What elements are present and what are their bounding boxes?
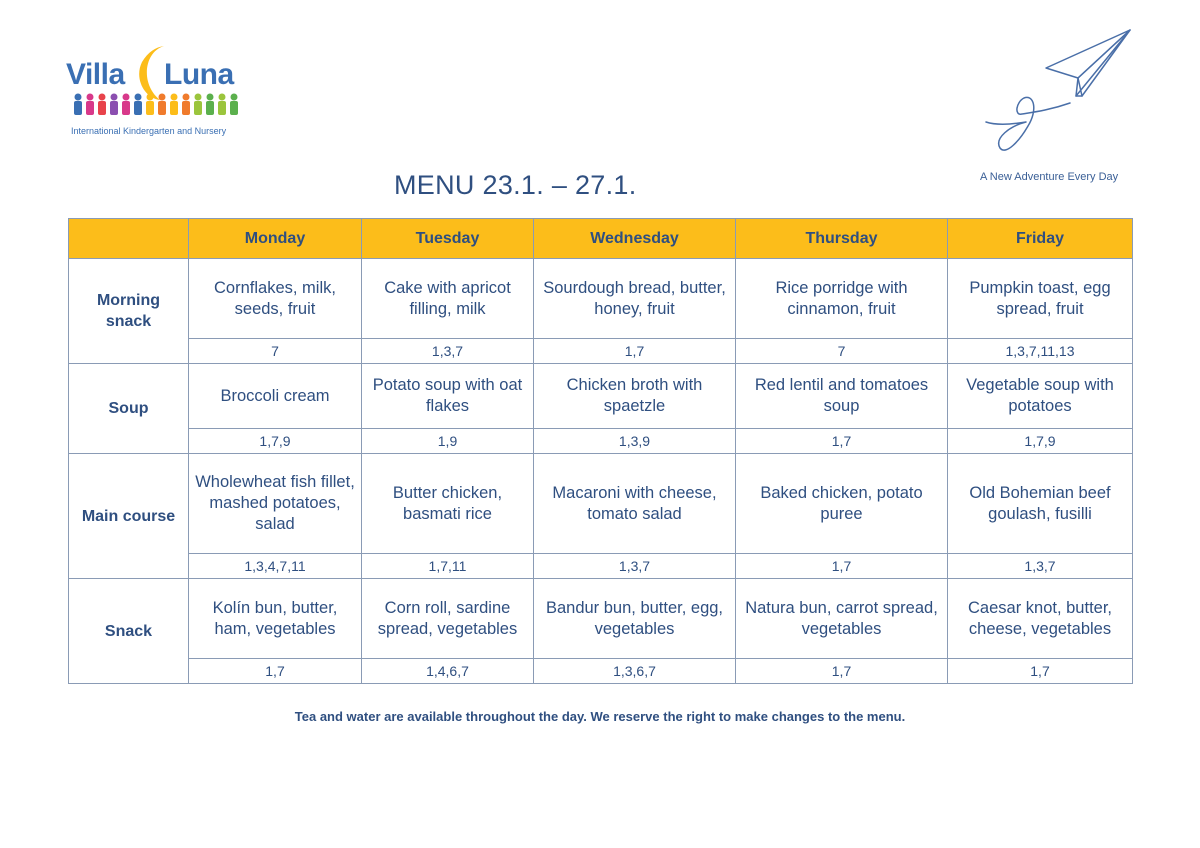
allergen-cell: 1,3,7: [362, 339, 534, 364]
meal-label: [69, 259, 189, 364]
day-header: Friday: [948, 219, 1133, 259]
dish-cell: Bandur bun, butter, egg, vegetables: [534, 579, 736, 659]
allergen-cell: 1,7: [534, 339, 736, 364]
dish-row: [69, 364, 1133, 429]
logo-subtitle: International Kindergarten and Nursery: [71, 126, 227, 136]
dish-cell: Broccoli cream: [189, 364, 362, 429]
allergen-row: [69, 554, 1133, 579]
dish-cell: Potato soup with oat flakes: [362, 364, 534, 429]
page-title: MENU 23.1. – 27.1.: [394, 170, 637, 200]
meal-label: Soup: [69, 364, 189, 454]
dish-cell: Natura bun, carrot spread, vegetables: [736, 579, 948, 659]
dish-cell: Caesar knot, butter, cheese, vegetables: [948, 579, 1133, 659]
allergen-cell: 1,4,6,7: [362, 659, 534, 684]
dish-cell: Chicken broth with spaetzle: [534, 364, 736, 429]
allergen-cell: 1,7,9: [948, 429, 1133, 454]
menu-table: [68, 218, 1133, 684]
logo-word-villa: Villa: [66, 58, 125, 91]
dish-cell: Kolín bun, butter, ham, vegetables: [189, 579, 362, 659]
allergen-cell: 1,9: [362, 429, 534, 454]
villa-luna-logo: [66, 44, 246, 140]
allergen-cell: 7: [736, 339, 948, 364]
day-header: Tuesday: [362, 219, 534, 259]
allergen-row: [69, 429, 1133, 454]
allergen-cell: 1,3,6,7: [534, 659, 736, 684]
dish-cell: Vegetable soup with potatoes: [948, 364, 1133, 429]
tagline: A New Adventure Every Day: [980, 171, 1119, 183]
dish-cell: Pumpkin toast, egg spread, fruit: [948, 259, 1133, 339]
meal-label: Main course: [69, 454, 189, 579]
meal-label-text: Morning snack: [96, 292, 161, 330]
dish-cell: Rice porridge with cinnamon, fruit: [736, 259, 948, 339]
allergen-cell: 1,7: [736, 429, 948, 454]
day-header: Monday: [189, 219, 362, 259]
dish-cell: Corn roll, sardine spread, vegetables: [362, 579, 534, 659]
allergen-cell: 7: [189, 339, 362, 364]
header-corner: [69, 219, 189, 259]
dish-cell: Sourdough bread, butter, honey, fruit: [534, 259, 736, 339]
meal-label: Snack: [69, 579, 189, 684]
allergen-cell: 1,3,7: [948, 554, 1133, 579]
logo-word-luna: Luna: [164, 58, 234, 91]
dish-row: [69, 579, 1133, 659]
dish-row: [69, 259, 1133, 339]
dish-cell: Macaroni with cheese, tomato salad: [534, 454, 736, 554]
dish-cell: Cake with apricot filling, milk: [362, 259, 534, 339]
allergen-cell: 1,7: [736, 554, 948, 579]
dish-cell: Cornflakes, milk, seeds, fruit: [189, 259, 362, 339]
allergen-cell: 1,7,9: [189, 429, 362, 454]
dish-cell: Butter chicken, basmati rice: [362, 454, 534, 554]
day-header: Wednesday: [534, 219, 736, 259]
children-figures-icon: [72, 92, 240, 118]
dish-cell: Red lentil and tomatoes soup: [736, 364, 948, 429]
allergen-cell: 1,7,11: [362, 554, 534, 579]
allergen-cell: 1,3,7,11,13: [948, 339, 1133, 364]
allergen-row: [69, 659, 1133, 684]
allergen-cell: 1,3,9: [534, 429, 736, 454]
allergen-cell: 1,3,7: [534, 554, 736, 579]
dish-cell: Baked chicken, potato puree: [736, 454, 948, 554]
dish-row: [69, 454, 1133, 554]
dish-cell: Wholewheat fish fillet, mashed potatoes, salad: [189, 454, 362, 554]
allergen-cell: 1,7: [948, 659, 1133, 684]
paper-plane-icon: [980, 28, 1140, 163]
header-row: [69, 219, 1133, 259]
allergen-row: [69, 339, 1133, 364]
dish-cell: Old Bohemian beef goulash, fusilli: [948, 454, 1133, 554]
day-header: Thursday: [736, 219, 948, 259]
allergen-cell: 1,7: [189, 659, 362, 684]
allergen-cell: 1,7: [736, 659, 948, 684]
footer-note: Tea and water are available throughout the day. We reserve the right to make changes to the menu.: [294, 709, 906, 724]
allergen-cell: 1,3,4,7,11: [189, 554, 362, 579]
